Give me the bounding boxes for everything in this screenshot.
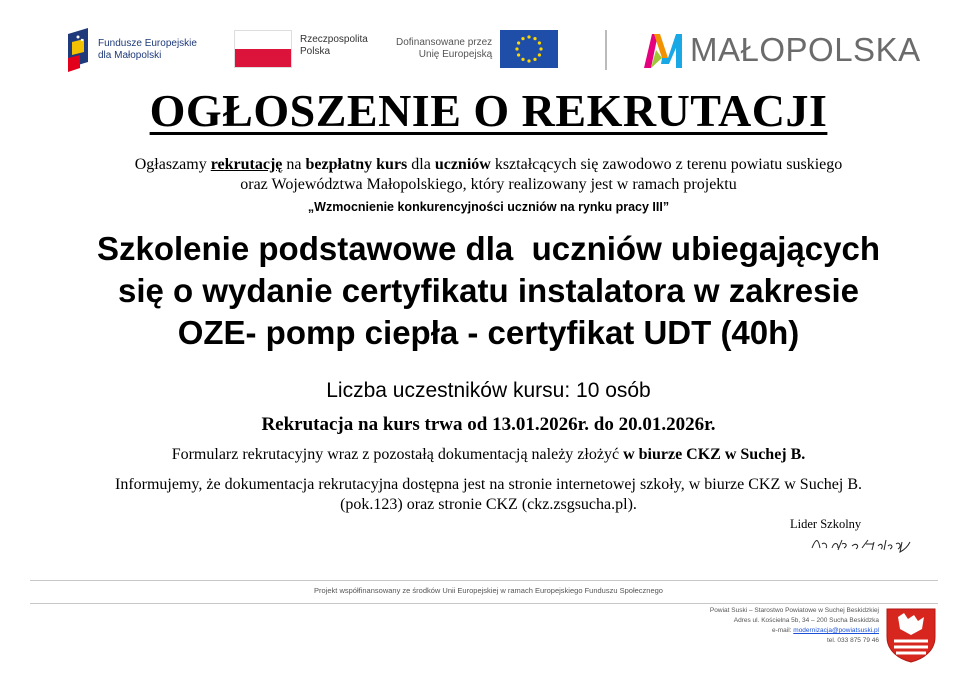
eu-label-1: Dofinansowane przez [396,37,493,48]
handwritten-signature [808,534,918,554]
intro-text-1: Ogłaszamy [134,156,211,173]
eu-cofunding-logo [396,30,558,68]
malopolska-wordmark: MAŁOPOLSKA [690,31,921,68]
form-text: Formularz rekrutacyjny wraz z pozostałą dokumentacją należy złożyć [171,446,624,463]
intro-text-2: na [282,156,306,173]
documentation-info [20,475,957,515]
eu-label-2: Unię Europejską [418,49,493,60]
contact-line-2: Adres ul. Kościelna 5b, 34 – 200 Sucha Beskidzka [733,617,879,624]
rp-label-2: Polska [300,46,331,57]
fe-mark-icon [66,28,92,72]
logo-separator [605,30,607,70]
county-crest-icon [884,607,938,663]
contact-block [620,606,879,646]
email-link[interactable]: modernizacja@powiatsuski.pl [793,627,879,634]
course-line-1: Szkolenie podstawowe dla uczniów ubiegających [96,230,880,267]
footer-divider-bottom [30,603,938,604]
logo-bar [0,0,977,84]
fe-label-2: dla Małopolski [98,50,162,61]
intro-text-3: dla [407,156,435,173]
info-line-1: Informujemy, że dokumentacja rekrutacyjna dostępna jest na stronie internetowej szkoły, w biurze CKZ w Suchej B. [114,476,863,493]
intro-free-course: bezpłatny kurs [305,156,408,173]
project-name: „Wzmocnienie konkurencyjności uczniów na rynku pracy III” [307,200,670,214]
rzeczpospolita-logo [234,30,368,68]
intro-recruitment: rekrutację [210,156,283,173]
info-line-2: (pok.123) oraz stronie CKZ (ckz.zsgsucha.pl). [340,496,637,513]
polish-flag-icon [234,30,292,68]
course-line-3: OZE- pomp ciepła - certyfikat UDT (40h) [177,314,800,351]
contact-line-1: Powiat Suski – Starostwo Powiatowe w Suchej Beskidzkiej [709,607,879,614]
intro-paragraph [40,155,937,195]
form-submission-info [0,446,977,464]
footer-divider-top [30,580,938,581]
email-label: e-mail: [771,627,794,634]
course-title [20,228,957,354]
school-leader-label: Lider Szkolny [790,517,862,531]
participants-count: Liczba uczestników kursu: 10 osób [326,379,651,402]
malopolska-logo [642,28,921,72]
recruitment-period: Rekrutacja na kurs trwa od 13.01.2026r. do 20.01.2026r. [261,414,716,435]
contact-phone: tel. 033 875 79 46 [826,637,879,644]
intro-text-4: kształcących się zawodowo z terenu powiatu suskiego [490,156,843,173]
eu-funding-footnote: Projekt współfinansowany ze środków Unii Europejskiej w ramach Europejskiego Funduszu Społecznego [314,586,663,595]
intro-line-2: oraz Województwa Małopolskiego, który realizowany jest w ramach projektu [240,176,737,193]
fundusze-europejskie-logo [66,28,197,72]
rp-label-1: Rzeczpospolita [300,34,368,45]
intro-students: uczniów [434,156,491,173]
course-line-2: się o wydanie certyfikatu instalatora w zakresie [118,272,859,309]
malopolska-mark-icon [642,30,684,70]
fe-label-1: Fundusze Europejskie [98,38,197,49]
announcement-title: OGŁOSZENIE O REKRUTACJI [149,85,828,136]
form-office: w biurze CKZ w Suchej B. [623,446,806,463]
eu-flag-icon [500,30,558,68]
